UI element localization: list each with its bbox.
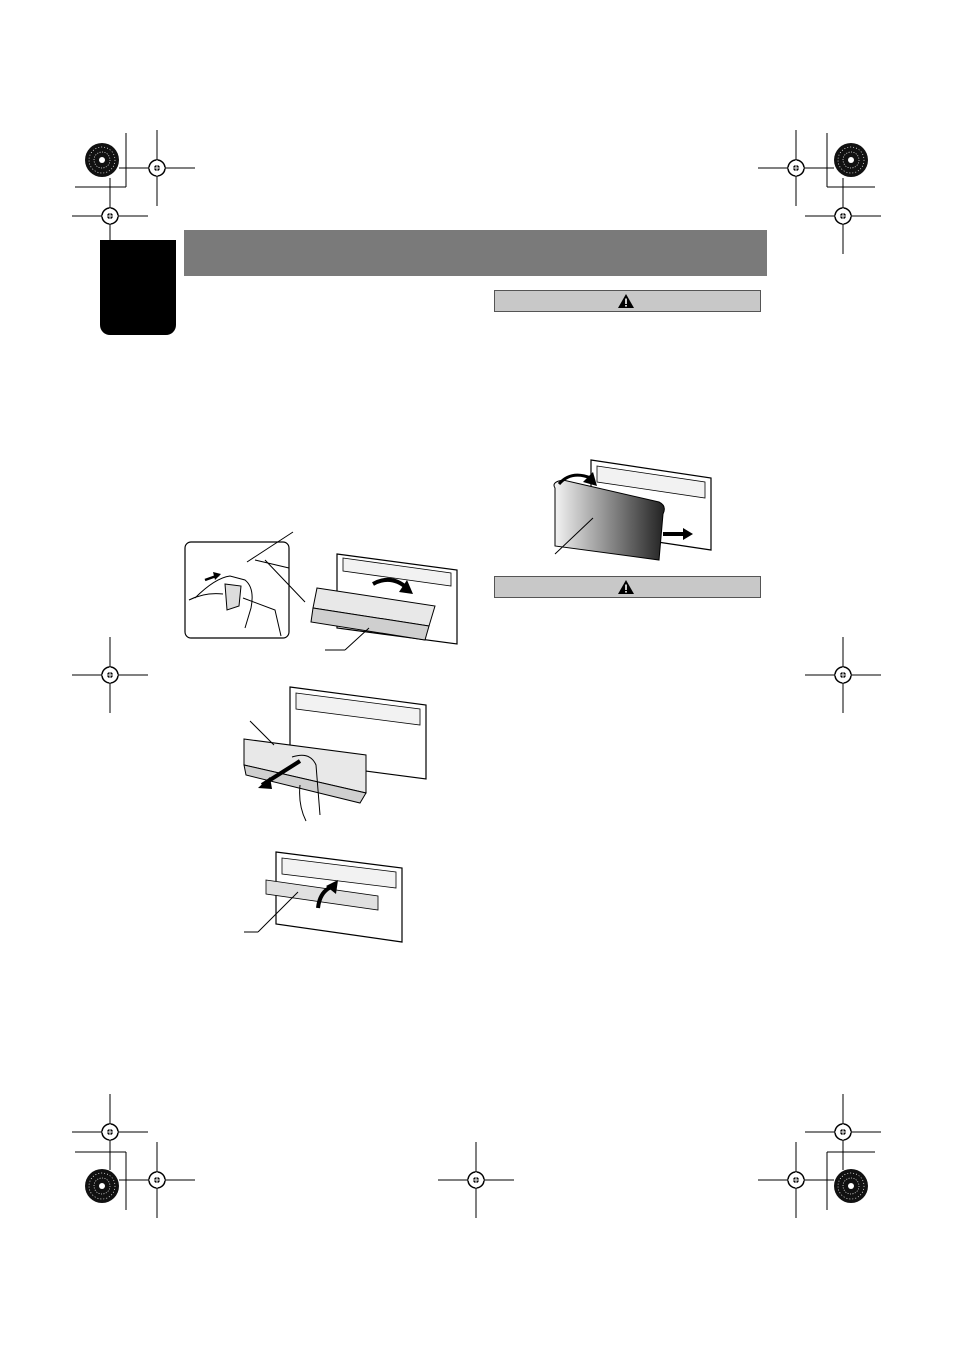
warning-triangle-icon	[617, 293, 635, 309]
caution-bar-1	[494, 290, 761, 312]
illustration-remove-panel	[240, 685, 435, 825]
starburst-mark-top-right	[834, 143, 868, 177]
illustration-holder	[242, 850, 412, 940]
language-tab	[100, 240, 176, 335]
starburst-mark-top-left	[85, 143, 119, 177]
starburst-mark-bottom-left	[85, 1169, 119, 1203]
starburst-mark-bottom-right	[834, 1169, 868, 1203]
warning-triangle-icon	[617, 579, 635, 595]
caution-bar-2	[494, 576, 761, 598]
illustration-panel-case	[535, 458, 725, 568]
section-header-band	[184, 230, 767, 276]
illustration-release-panel	[185, 528, 475, 663]
